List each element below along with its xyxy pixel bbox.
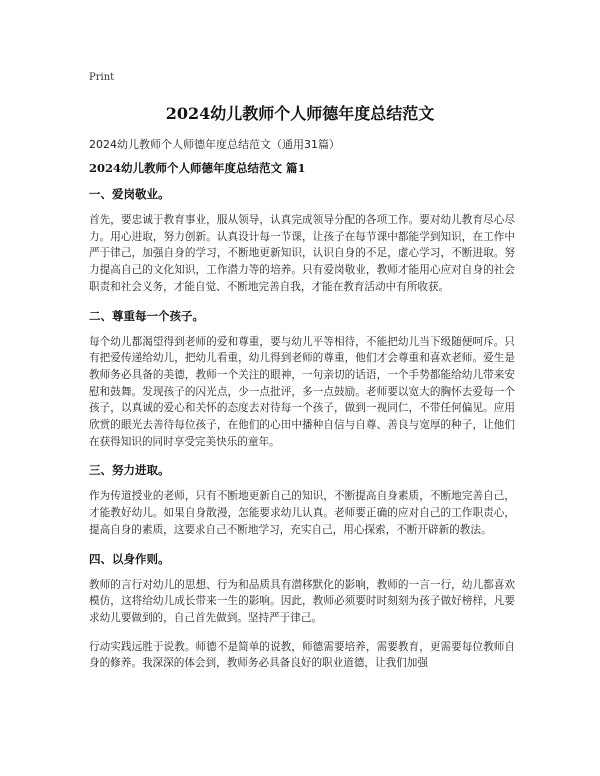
paragraph-3: 作为传道授业的老师，只有不断地更新自己的知识，不断提高自身素质，不断地完善自己，才能教好幼儿。如果自身散漫，怎能要求幼儿认真。老师要正确的应对自己的工作职责心，提高自身的素质，这要求自己不断地学习，充实自己，用心探索，不断开辟新的教法。 [89,490,515,536]
heading-4: 四、以身作则。 [89,551,170,566]
heading-2: 二、尊重每一个孩子。 [89,308,204,323]
page-title: 2024幼儿教师个人师德年度总结范文 [165,104,435,123]
heading-3: 三、努力进取。 [89,463,170,478]
paragraph-2: 每个幼儿都渴望得到老师的爱和尊重，要与幼儿平等相待，不能把幼儿当下级随便呵斥。只有把爱传递给幼儿，把幼儿看重，幼儿得到老师的尊重，他们才会尊重和喜欢老师。爱生是教师务必具备的美德，教师一个关注的眼神，一句亲切的话语，一个手势都能给幼儿带来安慰和鼓舞。发现孩子的闪光点，少一点批评，多一点鼓励。老师要以宽大的胸怀去爱每一个孩子，以真诚的爱心和关怀的态度去对待每一个孩子，做到一视同仁，不带任何偏见。应用欣赏的眼光去善待每位孩子，在他们的心田中播种自信与自尊、善良与宽厚的种子，让他们在获得知识的同时享受完美快乐的童年。 [89,335,515,448]
paragraph-4: 教师的言行对幼儿的思想、行为和品质具有潜移默化的影响，教师的一言一行，幼儿都喜欢模仿，这将给幼儿成长带来一生的影响。因此，教师必须要时时刻刻为孩子做好榜样，凡要求幼儿要做到的，自己首先做到。坚持严于律己。 [89,578,515,624]
paragraph-5: 行动实践远胜于说教。师德不是简单的说教，师德需要培养，需要教育，更需要每位教师自身的修养。我深深的体会到，教师务必具备良好的职业道德，让我们加强 [89,640,515,670]
document-subtitle: 2024幼儿教师个人师德年度总结范文（通用31篇） [89,138,340,151]
print-link[interactable]: Print [89,72,115,83]
section-title: 2024幼儿教师个人师德年度总结范文 篇1 [89,161,306,175]
heading-1: 一、爱岗敬业。 [89,187,170,201]
article-body [89,186,515,684]
paragraph-1: 首先，要忠诚于教育事业，服从领导，认真完成领导分配的各项工作。要对幼儿教育尽心尽力。用心进取，努力创新。认真设计每一节课，让孩子在每节课中都能学到知识，在工作中严于律己，加强自身的学习，不断地更新知识，认识自身的不足，虚心学习，不断进取。努力提高自己的文化知识，工作潜力等的培养。只有爱岗敬业，教师才能用心应对自身的社会职责和社会义务，才能自觉、不断地完善自我，才能在教育活动中有所收获。 [89,214,515,293]
